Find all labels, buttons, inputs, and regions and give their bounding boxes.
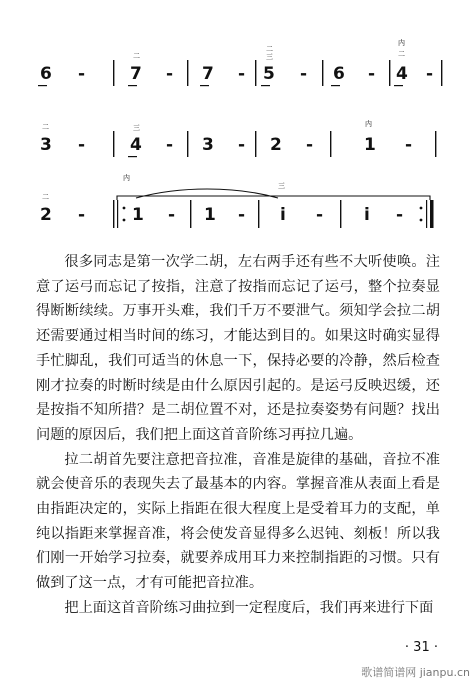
dash: - xyxy=(238,135,246,155)
dash: - xyxy=(300,64,308,84)
underline xyxy=(394,85,403,86)
underline xyxy=(261,85,270,86)
repeat-dot xyxy=(123,219,126,222)
barline xyxy=(190,200,191,228)
dash: - xyxy=(166,64,174,84)
slur xyxy=(136,189,278,198)
barline xyxy=(426,200,427,228)
fingering-mark: 二 xyxy=(133,52,140,60)
repeat-start-line xyxy=(117,200,118,228)
dash: - xyxy=(238,205,246,225)
note: 4 xyxy=(396,64,408,84)
barline xyxy=(258,200,259,228)
note: 3 xyxy=(40,135,52,155)
note: 1 xyxy=(364,135,376,155)
barline xyxy=(322,60,323,86)
note: 6 xyxy=(333,64,345,84)
note: 5 xyxy=(263,64,275,84)
underline xyxy=(38,85,47,86)
note: 2 xyxy=(40,205,52,225)
barline xyxy=(113,131,114,157)
dash: - xyxy=(405,135,413,155)
page-number: · 31 · xyxy=(404,640,438,655)
underline xyxy=(331,85,340,86)
barline xyxy=(187,131,188,157)
dash: - xyxy=(316,205,324,225)
dash: - xyxy=(396,205,404,225)
dash: - xyxy=(306,135,314,155)
dash: - xyxy=(368,64,376,84)
note: 6 xyxy=(40,64,52,84)
score-line-1 xyxy=(38,38,442,86)
paragraph: 把上面这首音阶练习曲拉到一定程度后，我们再来进行下面 xyxy=(64,599,434,616)
barline xyxy=(330,131,331,157)
fingering-mark: 二 xyxy=(266,45,273,53)
barline xyxy=(389,60,390,86)
fingering-mark: 三 xyxy=(266,53,273,61)
note: 1 xyxy=(204,205,216,225)
fingering-mark: 内 xyxy=(365,120,372,128)
watermark: 歌谱简谱网 jianpu.cn xyxy=(361,666,470,679)
fingering-mark: 二 xyxy=(42,123,49,131)
fingering-mark: 内 xyxy=(398,39,405,47)
note: 3 xyxy=(202,135,214,155)
barline xyxy=(435,131,436,157)
fingering-mark: 二 xyxy=(42,193,49,201)
fingering-mark: 三 xyxy=(133,124,140,132)
repeat-dot xyxy=(420,219,423,222)
dash: - xyxy=(78,205,86,225)
barline xyxy=(187,60,188,86)
note: 7 xyxy=(130,64,142,84)
paragraph: 很多同志是第一次学二胡，左右两手还有些不大听使唤。注意了运弓而忘记了按指，注意了按指而忘记了运弓，整个拉奏显得断断续续。万事开头难，我们千万不要泄气。须知学会拉二胡还需要通过相当时间的练习，才能达到目的。如果这时确实显得手忙脚乱，我们可适当的休息一下，保持必要的冷静，然后检查刚才拉奏的时断时续是由什么原因引起的。是运弓反映迟缓，还是按指不知所措？是二胡位置不对，还是拉奏姿势有问题？找出问题的原因后，我们把上面这首音阶练习再拉几遍。 xyxy=(36,254,440,443)
note: i xyxy=(364,205,370,225)
score-line-2 xyxy=(40,119,436,157)
body-text xyxy=(36,250,440,621)
fingering-mark: 内 xyxy=(123,174,130,182)
barline xyxy=(113,200,114,228)
barline xyxy=(255,60,256,86)
dash: - xyxy=(426,64,434,84)
score-notation xyxy=(0,0,476,230)
dash: - xyxy=(78,135,86,155)
note: 1 xyxy=(132,205,144,225)
barline xyxy=(113,60,114,86)
barline xyxy=(340,200,341,228)
fingering-mark: 二 xyxy=(398,50,405,58)
note: 7 xyxy=(202,64,214,84)
paragraph: 拉二胡首先要注意把音拉准，音准是旋律的基础，音拉不准就会使音乐的表现失去了最基本的内容。掌握音准从表面上看是由指距决定的，实际上指距在很大程度上是受着耳力的支配，单纯以指距来掌握音准，将会使发音显得多么迟钝、刻板！所以我们刚一开始学习拉奏，就要养成用耳力来控制指距的习惯。只有做到了这一点，才有可能把音拉准。 xyxy=(36,451,440,592)
score-line-3 xyxy=(40,173,434,228)
barline xyxy=(255,131,256,157)
note: 2 xyxy=(270,135,282,155)
underline xyxy=(128,85,137,86)
fingering-mark: 三 xyxy=(278,182,285,190)
dash: - xyxy=(238,64,246,84)
dash: - xyxy=(78,64,86,84)
underline xyxy=(200,85,209,86)
dash: - xyxy=(166,135,174,155)
note: 4 xyxy=(130,135,142,155)
repeat-dot xyxy=(420,207,423,210)
repeat-dot xyxy=(123,207,126,210)
final-barline xyxy=(430,200,434,228)
barline xyxy=(441,60,442,86)
note: i xyxy=(280,205,286,225)
dash: - xyxy=(168,205,176,225)
underline xyxy=(128,156,137,157)
